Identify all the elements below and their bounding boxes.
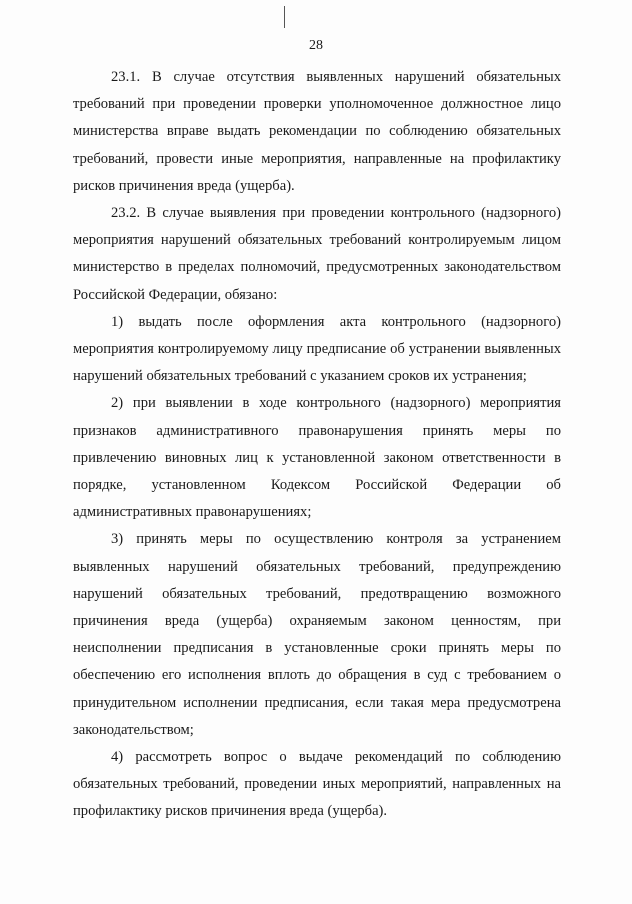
list-item-2: 2) при выявлении в ходе контрольного (надзорного) мероприятия признаков административного правонарушения принять меры по привлечению виновных лиц к установленной законом ответственности в порядке, установленном Кодексом Российской Федерации об административных правонарушениях;	[73, 395, 561, 521]
list-item-4: 4) рассмотреть вопрос о выдаче рекомендаций по соблюдению обязательных требований, проведении иных мероприятий, направленных на профилактику рисков причинения вреда (ущерба).	[73, 749, 561, 820]
list-item-1: 1) выдать после оформления акта контрольного (надзорного) мероприятия контролируемому лицу предписание об устранении выявленных нарушений обязательных требований с указанием сроков их устранения;	[73, 313, 561, 385]
document-body	[73, 64, 561, 826]
fold-mark	[284, 6, 285, 28]
paragraph-23-2: 23.2. В случае выявления при проведении контрольного (надзорного) мероприятия нарушений обязательных требований контролируемым лицом министерство в пределах полномочий, предусмотренных законодательством Российской Федерации, обязано:	[73, 205, 561, 303]
list-item-3: 3) принять меры по осуществлению контроля за устранением выявленных нарушений обязательных требований, предупреждению нарушений обязательных требований, предотвращению возможного причинения вреда (ущерба) охраняемым законом ценностям, при неисполнении предписания в установленные сроки принять меры по обеспечению его исполнения вплоть до обращения в суд с требованием о принудительном исполнении предписания, если такая мера предусмотрена законодательством;	[73, 531, 561, 738]
page-number: 28	[309, 38, 323, 53]
paragraph-23-1: 23.1. В случае отсутствия выявленных нарушений обязательных требований при проведении проверки уполномоченное должностное лицо министерства вправе выдать рекомендации по соблюдению обязательных требований, провести иные мероприятия, направленные на профилактику рисков причинения вреда (ущерба).	[73, 69, 561, 194]
